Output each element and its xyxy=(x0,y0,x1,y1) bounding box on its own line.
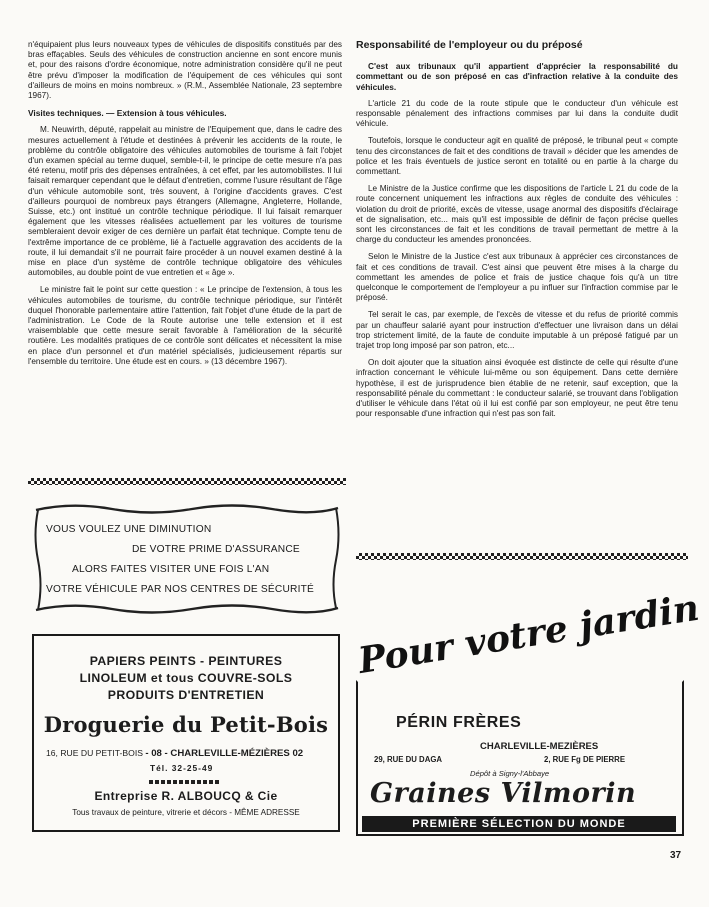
perin-address-right: 2, RUE Fg DE PIERRE xyxy=(544,755,626,764)
article-title: Responsabilité de l'employeur ou du préposé xyxy=(356,39,583,51)
vilmorin-logo: Graines Vilmorin xyxy=(370,778,637,809)
insurance-line-4: VOTRE VÉHICULE PAR NOS CENTRES DE SÉCURITÉ xyxy=(46,584,315,595)
droguerie-entreprise: Entreprise R. ALBOUCQ & Cie xyxy=(94,789,278,803)
right-paragraph-4: Selon le Ministre de la Justice c'est aux tribunaux à apprécier ces circonstances de fait et ces conditions de travail. C'est ainsi que peuvent être mises à la charge du commettant les amendes de police et frais de justice chaque fois qu'à un titre quelconque le comportement de l'employeur a pu influer sur l'infraction commise par le préposé. xyxy=(356,252,678,303)
left-paragraph-3: Le ministre fait le point sur cette question : « Le principe de l'extension, à tous les véhicules automobiles de tourisme, du contrôle technique périodique, sur l'intérêt duquel l'honorable parlementaire attire l'attention, fait l'objet d'une étude de la part de l'administration. Le Code de la Route autorise une telle extension et il est vraisemblable que cette mesure serait favorable à l'amélioration de la sécurité routière. Les modalités pratiques de ce contrôle sont délicates et nécessitent la mise en place d'un personnel et d'un matériel spécialisés, judicieusement répartis sur l'ensemble du territoire. Une étude est en cours. » (13 décembre 1967). xyxy=(28,285,342,366)
checkered-separator-right xyxy=(356,553,688,560)
perin-depot: Dépôt à Signy-l'Abbaye xyxy=(470,769,550,778)
page-number: 37 xyxy=(670,850,682,861)
right-paragraph-5: Tel serait le cas, par exemple, de l'excès de vitesse et du refus de priorité commis par un chauffeur salarié ayant pour instruction d'effectuer une livraison dans un délai trop strictement limité, de la faute de conduite imputable à un préposé fatigué par un trajet trop long imposé par son patron, etc... xyxy=(356,310,678,351)
insurance-line-3: ALORS FAITES VISITER UNE FOIS L'AN xyxy=(72,564,270,575)
insurance-line-2: DE VOTRE PRIME D'ASSURANCE xyxy=(132,544,300,555)
right-column xyxy=(356,40,678,427)
right-paragraph-6: On doit ajouter que la situation ainsi évoquée est distincte de celle qui résulte d'une infraction concernant le véhicule lui-même ou son équipement. Dans cette dernière hypothèse, il est de jurisprudence bien établie de ne retenir, sauf exception, que la responsabilité pénale du commettant : le conducteur salarié, se trouvant dans l'obligation d'utiliser le véhicule dans l'état où il lui est confié par son employeur, ne peut être tenu pour responsable d'une infraction qui n'est pas son fait. xyxy=(356,358,678,419)
section-heading-visites: Visites techniques. — Extension à tous véhicules. xyxy=(28,108,227,119)
droguerie-travaux: Tous travaux de peinture, vitrerie et décors - MÊME ADRESSE xyxy=(72,808,300,817)
perin-name: PÉRIN FRÈRES xyxy=(396,714,522,731)
droguerie-ad xyxy=(32,634,340,832)
insurance-line-1: VOUS VOULEZ UNE DIMINUTION xyxy=(46,524,212,535)
right-paragraph-2: Toutefois, lorsque le conducteur agit en qualité de préposé, le tribunal peut « compte tenu des circonstances de fait et des conditions de travail » décider que les amendes de police et les frais éventuels de justice seront en totalité ou en partie à la charge du commettant. xyxy=(356,136,678,177)
left-paragraph-2: M. Neuwirth, député, rappelait au ministre de l'Equipement que, dans le cadre des mesures actuellement à l'étude et destinées à prévenir les accidents de la route, le problème du contrôle obligatoire des véhicules automobiles de tourisme à fait l'objet d'un examen spécial au terme duquel, semble-t-il, le principe de cette mesure n'a pas été retenu, motif pris des dépenses entraînées, à cet effet, par les automobilistes. Il lui faisait remarquer cependant que le défaut d'entretien, comme l'usure résultant de l'âge d'un véhicule automobile sont, très souvent, à l'origine d'accidents graves. C'est d'ailleurs pourquoi de nombreux pays étrangers (Allemagne, Angleterre, Hollande, Suisse, etc.) ont institué un contrôle technique périodique. Il lui faisait remarquer également que les vitesses réalisées actuellement par les voitures de tourisme sembleraient devoir exiger de ces dernière un parfait état technique. Compte tenu de l'extrême importance de ce problème, lié à l'actuelle aggravation des accidents de la route, il lui demandait s'il ne pourrait faire procéder à un nouvel examen destiné à la mise en place d'un système de contrôle technique obligatoire des véhicules automobiles, au double point de vue entretien et « âge ». xyxy=(28,125,342,278)
insurance-ad xyxy=(32,500,342,618)
checkered-separator-left xyxy=(28,478,346,485)
perin-ad xyxy=(355,586,702,838)
perin-city: CHARLEVILLE-MEZIÈRES xyxy=(480,741,599,752)
droguerie-line-3: PRODUITS D'ENTRETIEN xyxy=(107,688,265,702)
droguerie-tel: Tél. 32-25-49 xyxy=(150,763,214,773)
article-lead: C'est aux tribunaux qu'il appartient d'apprécier la responsabilité du commettant ou de son préposé en cas d'infraction relative à la conduite des véhicules. xyxy=(356,61,678,92)
vilmorin-banner: PREMIÈRE SÉLECTION DU MONDE xyxy=(362,816,676,832)
left-paragraph-1: n'équipaient plus leurs nouveaux types de véhicules de dispositifs constitués par des bras effaçables. Seuls des véhicules de construction ancienne en sont encore munis et, pour des raisons d'ordre économique, notre administration considère qu'il ne peut être prévu d'imposer la modification de l'équipement de ces véhicules qui sont d'ailleurs de moins en moins nombreux. » (R.M., Assemblée Nationale, 23 septembre 1967). xyxy=(28,40,342,101)
right-paragraph-3: Le Ministre de la Justice confirme que les dispositions de l'article L 21 du code de la route concernent uniquement les infractions aux règles de conduite des véhicules : violation du droit de priorité, excès de vitesse, usage anormal des dispositifs d'éclairage et de signalisation, etc... mais qu'il est impossible de définir de façon précise quelles sont les circonstances de fait et les conditions de travail permettant de mettre à la charge du conducteur les amendes prononcées. xyxy=(356,184,678,245)
dash-divider xyxy=(149,780,221,784)
droguerie-city: - 08 - CHARLEVILLE-MÉZIÈRES 02 xyxy=(145,748,304,759)
droguerie-line-2: LINOLEUM et tous COUVRE-SOLS xyxy=(79,671,293,685)
droguerie-address xyxy=(46,748,303,759)
jardin-slogan: Pour votre jardin xyxy=(355,586,702,682)
wavy-border-icon xyxy=(32,500,342,618)
left-column xyxy=(28,40,342,374)
perin-address-left: 29, RUE DU DAGA xyxy=(374,755,443,764)
right-paragraph-1: L'article 21 du code de la route stipule que le conducteur d'un véhicule est responsable pénalement des infractions commises par lui dans la conduite dudit véhicule. xyxy=(356,98,678,129)
droguerie-street: 16, RUE DU PETIT-BOIS xyxy=(46,748,143,758)
droguerie-line-1: PAPIERS PEINTS - PEINTURES xyxy=(89,654,283,668)
droguerie-name: Droguerie du Petit-Bois xyxy=(43,712,329,737)
